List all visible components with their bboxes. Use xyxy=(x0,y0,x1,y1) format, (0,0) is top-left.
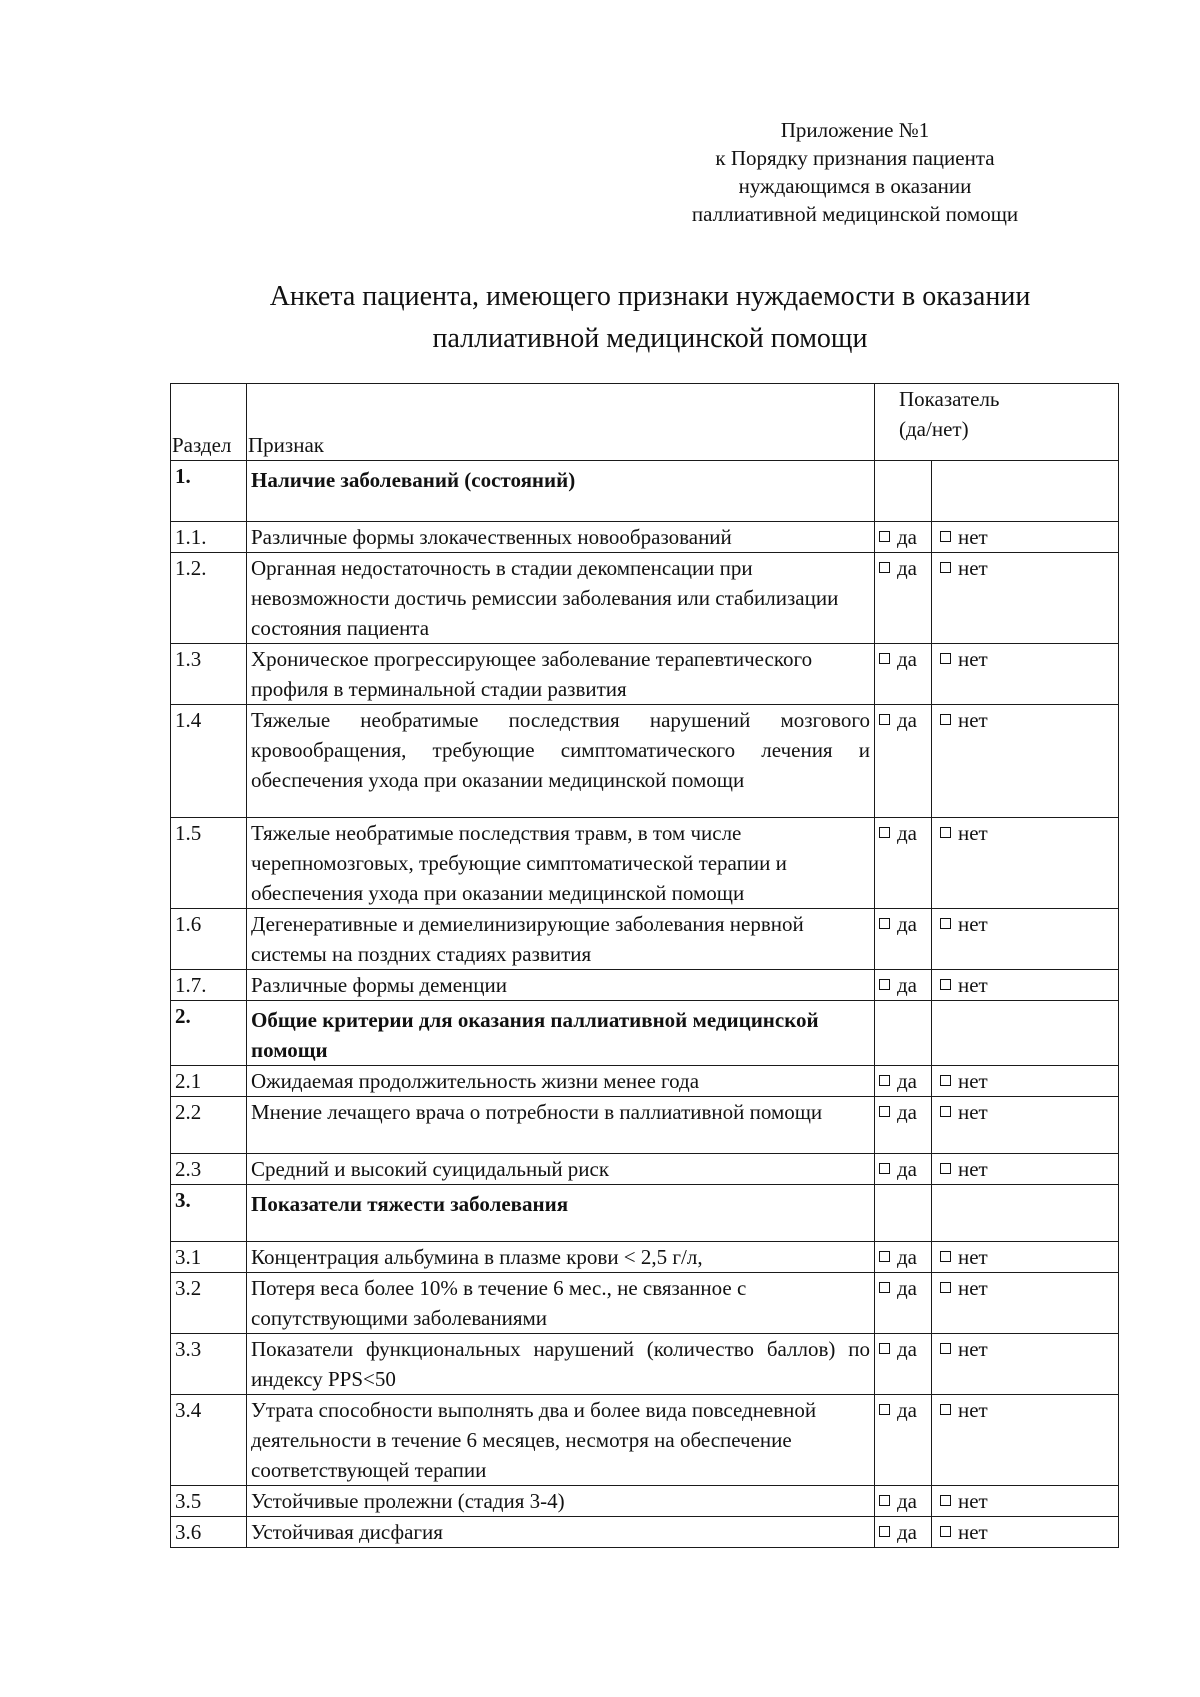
option-yes-label: да xyxy=(897,647,918,671)
option-no-label: нет xyxy=(958,1489,988,1513)
criterion-text: Утрата способности выполнять два и более вида повседневной деятельности в течение 6 месяцев, несмотря на обеспечение соответствующей терапии xyxy=(247,1395,875,1486)
section-title: Общие критерии для оказания паллиативной медицинской помощи xyxy=(247,1001,875,1066)
option-no-label: нет xyxy=(958,821,988,845)
row-number: 3.6 xyxy=(171,1517,247,1548)
row-number: 1.2. xyxy=(171,553,247,644)
criterion-row xyxy=(171,1273,1119,1334)
criterion-text: Дегенеративные и демиелинизирующие заболевания нервной системы на поздних стадиях развития xyxy=(247,909,875,970)
appendix-reference xyxy=(600,116,1110,228)
option-yes[interactable] xyxy=(875,970,932,1001)
option-yes-label: да xyxy=(897,821,918,845)
checkbox-icon[interactable] xyxy=(879,1526,890,1537)
option-yes-label: да xyxy=(897,1520,918,1544)
header-section: Раздел xyxy=(171,384,247,461)
criterion-text: Устойчивые пролежни (стадия 3-4) xyxy=(247,1486,875,1517)
criterion-row xyxy=(171,909,1119,970)
checkbox-icon[interactable] xyxy=(879,1404,890,1415)
empty-indicator-cell xyxy=(875,461,932,522)
option-no-label: нет xyxy=(958,1276,988,1300)
appendix-line: к Порядку признания пациента xyxy=(715,146,995,170)
criterion-text: Хроническое прогрессирующее заболевание терапевтического профиля в терминальной стадии развития xyxy=(247,644,875,705)
row-number: 2.3 xyxy=(171,1154,247,1185)
option-no-label: нет xyxy=(958,708,988,732)
criterion-row xyxy=(171,1517,1119,1548)
checkbox-icon[interactable] xyxy=(879,1163,890,1174)
option-no-label: нет xyxy=(958,1100,988,1124)
option-no[interactable] xyxy=(932,970,1119,1001)
option-yes-label: да xyxy=(897,1337,918,1361)
criterion-row xyxy=(171,1066,1119,1097)
row-number: 1.7. xyxy=(171,970,247,1001)
option-yes[interactable] xyxy=(875,1066,932,1097)
criterion-row xyxy=(171,970,1119,1001)
option-yes-label: да xyxy=(897,973,918,997)
option-no[interactable] xyxy=(932,1242,1119,1273)
option-yes-label: да xyxy=(897,525,918,549)
criterion-row xyxy=(171,1154,1119,1185)
appendix-line: паллиативной медицинской помощи xyxy=(691,202,1019,226)
row-number: 1.1. xyxy=(171,522,247,553)
checkbox-icon[interactable] xyxy=(879,1075,890,1086)
option-no-label: нет xyxy=(958,1157,988,1181)
section-title: Показатели тяжести заболевания xyxy=(247,1185,875,1242)
checkbox-icon[interactable] xyxy=(879,653,890,664)
header-row xyxy=(171,384,1119,461)
option-yes[interactable] xyxy=(875,553,932,644)
section-row xyxy=(171,461,1119,522)
option-yes[interactable] xyxy=(875,1395,932,1486)
checkbox-icon[interactable] xyxy=(879,1282,890,1293)
checkbox-icon[interactable] xyxy=(940,918,951,929)
criterion-text: Тяжелые необратимые последствия травм, в том числе черепномозговых, требующие симптоматической терапии и обеспечения ухода при оказании медицинской помощи xyxy=(247,818,875,909)
criterion-text: Устойчивая дисфагия xyxy=(247,1517,875,1548)
checkbox-icon[interactable] xyxy=(879,1251,890,1262)
criterion-row xyxy=(171,1395,1119,1486)
checkbox-icon[interactable] xyxy=(940,1404,951,1415)
option-no-label: нет xyxy=(958,556,988,580)
checkbox-icon[interactable] xyxy=(879,827,890,838)
checkbox-icon[interactable] xyxy=(940,827,951,838)
option-no-label: нет xyxy=(958,1337,988,1361)
row-number: 1.4 xyxy=(171,705,247,818)
option-no[interactable] xyxy=(932,1273,1119,1334)
criterion-text: Потеря веса более 10% в течение 6 мес., не связанное с сопутствующими заболеваниями xyxy=(247,1273,875,1334)
questionnaire-table xyxy=(170,383,1119,1548)
option-no[interactable] xyxy=(932,553,1119,644)
option-yes[interactable] xyxy=(875,644,932,705)
row-number: 1.6 xyxy=(171,909,247,970)
option-no[interactable] xyxy=(932,1517,1119,1548)
criterion-row xyxy=(171,1242,1119,1273)
option-no-label: нет xyxy=(958,912,988,936)
option-yes-label: да xyxy=(897,1100,918,1124)
row-number: 3. xyxy=(171,1185,247,1242)
option-no-label: нет xyxy=(958,647,988,671)
checkbox-icon[interactable] xyxy=(940,531,951,542)
option-yes[interactable] xyxy=(875,1154,932,1185)
checkbox-icon[interactable] xyxy=(940,1251,951,1262)
option-no[interactable] xyxy=(932,644,1119,705)
row-number: 1. xyxy=(171,461,247,522)
empty-indicator-cell xyxy=(875,1185,932,1242)
option-no[interactable] xyxy=(932,909,1119,970)
appendix-line: нуждающимся в оказании xyxy=(738,174,972,198)
header-indicator xyxy=(875,384,1119,461)
row-number: 2.1 xyxy=(171,1066,247,1097)
option-no-label: нет xyxy=(958,1520,988,1544)
checkbox-icon[interactable] xyxy=(940,714,951,725)
option-yes[interactable] xyxy=(875,1273,932,1334)
option-no-label: нет xyxy=(958,1398,988,1422)
empty-indicator-cell xyxy=(932,461,1119,522)
option-no[interactable] xyxy=(932,705,1119,818)
option-yes-label: да xyxy=(897,1489,918,1513)
checkbox-icon[interactable] xyxy=(940,1106,951,1117)
option-no[interactable] xyxy=(932,1154,1119,1185)
option-no[interactable] xyxy=(932,1486,1119,1517)
checkbox-icon[interactable] xyxy=(940,1075,951,1086)
empty-indicator-cell xyxy=(932,1185,1119,1242)
document-title xyxy=(120,276,1180,360)
option-yes[interactable] xyxy=(875,522,932,553)
option-no[interactable] xyxy=(932,1097,1119,1154)
checkbox-icon[interactable] xyxy=(940,1343,951,1354)
option-yes[interactable] xyxy=(875,1517,932,1548)
option-yes[interactable] xyxy=(875,818,932,909)
checkbox-icon[interactable] xyxy=(879,714,890,725)
criterion-text: Мнение лечащего врача о потребности в паллиативной помощи xyxy=(247,1097,875,1154)
row-number: 3.3 xyxy=(171,1334,247,1395)
checkbox-icon[interactable] xyxy=(879,918,890,929)
title-line: Анкета пациента, имеющего признаки нуждаемости в оказании xyxy=(269,281,1031,312)
title-line: паллиативной медицинской помощи xyxy=(432,323,868,354)
option-yes[interactable] xyxy=(875,1334,932,1395)
criterion-text: Органная недостаточность в стадии декомпенсации при невозможности достичь ремиссии заболевания или стабилизации состояния пациента xyxy=(247,553,875,644)
criterion-text: Тяжелые необратимые последствия нарушений мозгового кровообращения, требующие симптоматического лечения и обеспечения ухода при оказании медицинской помощи xyxy=(247,705,875,818)
option-yes-label: да xyxy=(897,1069,918,1093)
header-indicator-values: (да/нет) xyxy=(899,417,969,441)
option-yes-label: да xyxy=(897,912,918,936)
checkbox-icon[interactable] xyxy=(940,979,951,990)
row-number: 1.3 xyxy=(171,644,247,705)
checkbox-icon[interactable] xyxy=(879,562,890,573)
row-number: 2.2 xyxy=(171,1097,247,1154)
section-title: Наличие заболеваний (состояний) xyxy=(247,461,875,522)
option-yes[interactable] xyxy=(875,909,932,970)
criterion-row xyxy=(171,1486,1119,1517)
appendix-number: Приложение №1 xyxy=(780,118,930,142)
option-no[interactable] xyxy=(932,1066,1119,1097)
option-no[interactable] xyxy=(932,818,1119,909)
criterion-text: Показатели функциональных нарушений (количество баллов) по индексу PPS<50 xyxy=(247,1334,875,1395)
option-no[interactable] xyxy=(932,522,1119,553)
criterion-text: Средний и высокий суицидальный риск xyxy=(247,1154,875,1185)
checkbox-icon[interactable] xyxy=(879,531,890,542)
checkbox-icon[interactable] xyxy=(940,562,951,573)
row-number: 2. xyxy=(171,1001,247,1066)
checkbox-icon[interactable] xyxy=(879,1343,890,1354)
option-yes-label: да xyxy=(897,1276,918,1300)
row-number: 3.4 xyxy=(171,1395,247,1486)
row-number: 3.2 xyxy=(171,1273,247,1334)
criterion-row xyxy=(171,553,1119,644)
checkbox-icon[interactable] xyxy=(879,1106,890,1117)
option-yes-label: да xyxy=(897,1398,918,1422)
criterion-text: Различные формы злокачественных новообразований xyxy=(247,522,875,553)
section-row xyxy=(171,1001,1119,1066)
option-no[interactable] xyxy=(932,1395,1119,1486)
empty-indicator-cell xyxy=(875,1001,932,1066)
option-yes[interactable] xyxy=(875,1242,932,1273)
checkbox-icon[interactable] xyxy=(940,1163,951,1174)
header-indicator-label: Показатель xyxy=(899,387,1000,411)
criterion-row xyxy=(171,644,1119,705)
empty-indicator-cell xyxy=(932,1001,1119,1066)
option-yes-label: да xyxy=(897,1245,918,1269)
checkbox-icon[interactable] xyxy=(879,979,890,990)
criterion-row xyxy=(171,818,1119,909)
option-no-label: нет xyxy=(958,973,988,997)
option-no-label: нет xyxy=(958,1069,988,1093)
criterion-text: Различные формы деменции xyxy=(247,970,875,1001)
checkbox-icon[interactable] xyxy=(940,653,951,664)
option-no-label: нет xyxy=(958,1245,988,1269)
option-yes[interactable] xyxy=(875,705,932,818)
criterion-text: Ожидаемая продолжительность жизни менее года xyxy=(247,1066,875,1097)
criterion-text: Концентрация альбумина в плазме крови < 2,5 г/л, xyxy=(247,1242,875,1273)
row-number: 3.5 xyxy=(171,1486,247,1517)
option-yes-label: да xyxy=(897,708,918,732)
option-yes[interactable] xyxy=(875,1097,932,1154)
checkbox-icon[interactable] xyxy=(940,1282,951,1293)
criterion-row xyxy=(171,705,1119,818)
option-no[interactable] xyxy=(932,1334,1119,1395)
row-number: 1.5 xyxy=(171,818,247,909)
option-yes-label: да xyxy=(897,1157,918,1181)
option-yes-label: да xyxy=(897,556,918,580)
option-yes[interactable] xyxy=(875,1486,932,1517)
header-sign: Признак xyxy=(247,384,875,461)
row-number: 3.1 xyxy=(171,1242,247,1273)
checkbox-icon[interactable] xyxy=(940,1526,951,1537)
criterion-row xyxy=(171,522,1119,553)
option-no-label: нет xyxy=(958,525,988,549)
section-row xyxy=(171,1185,1119,1242)
criterion-row xyxy=(171,1334,1119,1395)
checkbox-icon[interactable] xyxy=(940,1495,951,1506)
checkbox-icon[interactable] xyxy=(879,1495,890,1506)
criterion-row xyxy=(171,1097,1119,1154)
